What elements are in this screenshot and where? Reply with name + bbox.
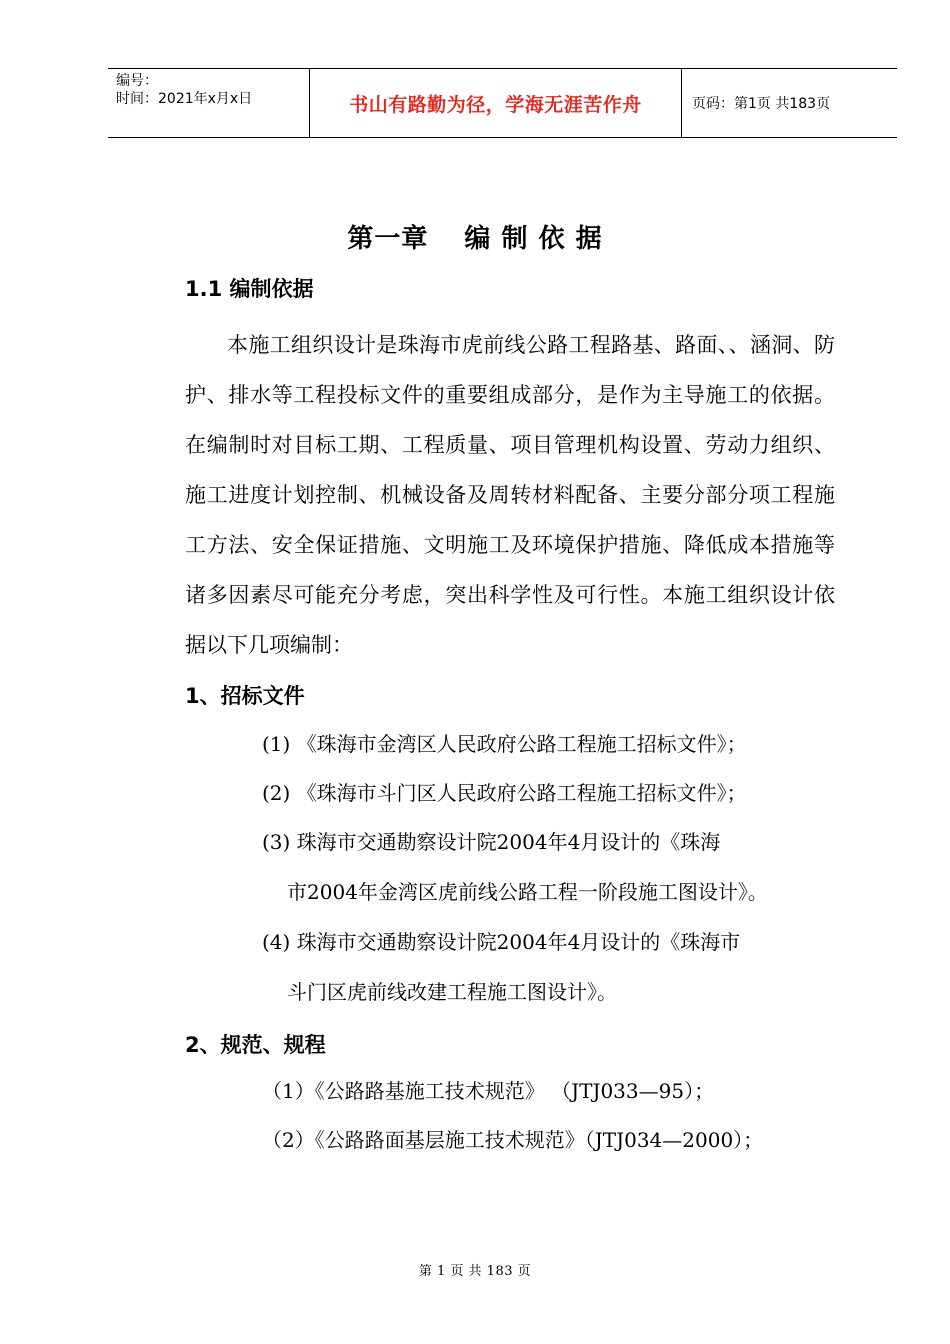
section-paragraph: 本施工组织设计是珠海市虎前线公路工程路基、路面、、涵洞、防护、排水等工程投标文件的重要组成部分，是作为主导施工的依据。在编制时对目标工期、工程质量、项目管理机构设置、劳动力组织、施工进度计划控制、机械设备及周转材料配备、主要分部分项工程施工方法、安全保证措施、文明施工及环境保护措施、降低成本措施等诸多因素尽可能充分考虑，突出科学性及可行性。本施工组织设计依据以下几项编制： [185,333,835,657]
list-item: （2）《公路路面基层施工技术规范》（JTJ034—2000）； [262,1128,764,1152]
header-motto: 书山有路勤为径，学海无涯苦作舟 [349,93,642,116]
chapter-number: 第一章 [347,224,429,254]
list-item: (4) 珠海市交通勘察设计院2004年4月设计的《珠海市 [262,930,741,954]
chapter-name: 编 制 依 据 [464,224,603,254]
header-motto-cell [310,69,682,137]
header-page-info: 页码：第1页 共183页 [692,96,831,112]
header-page-cell [682,69,897,137]
chapter-title [0,218,950,255]
norms-heading: 2、规范、规程 [185,1033,326,1057]
list-item-continuation: 市2004年金湾区虎前线公路工程一阶段施工图设计》。 [287,880,768,904]
section-heading-1-1: 1.1 编制依据 [185,277,314,301]
list-item: (2) 《珠海市斗门区人民政府公路工程施工招标文件》； [262,781,747,805]
document-number-label: 编号： [116,73,158,89]
list-item-continuation: 斗门区虎前线改建工程施工图设计》。 [287,980,617,1004]
page-footer: 第 1 页 共 183 页 [418,1264,532,1279]
list-item: (3) 珠海市交通勘察设计院2004年4月设计的《珠海 [262,830,721,854]
list-item: （1）《公路路基施工技术规范》 （JTJ033—95）； [262,1079,715,1103]
document-header [108,68,897,138]
list-item: (1) 《珠海市金湾区人民政府公路工程施工招标文件》； [262,732,747,756]
tender-heading: 1、招标文件 [185,684,305,708]
header-meta-cell [108,69,310,137]
document-time-label: 时间：2021年x月x日 [116,91,253,107]
